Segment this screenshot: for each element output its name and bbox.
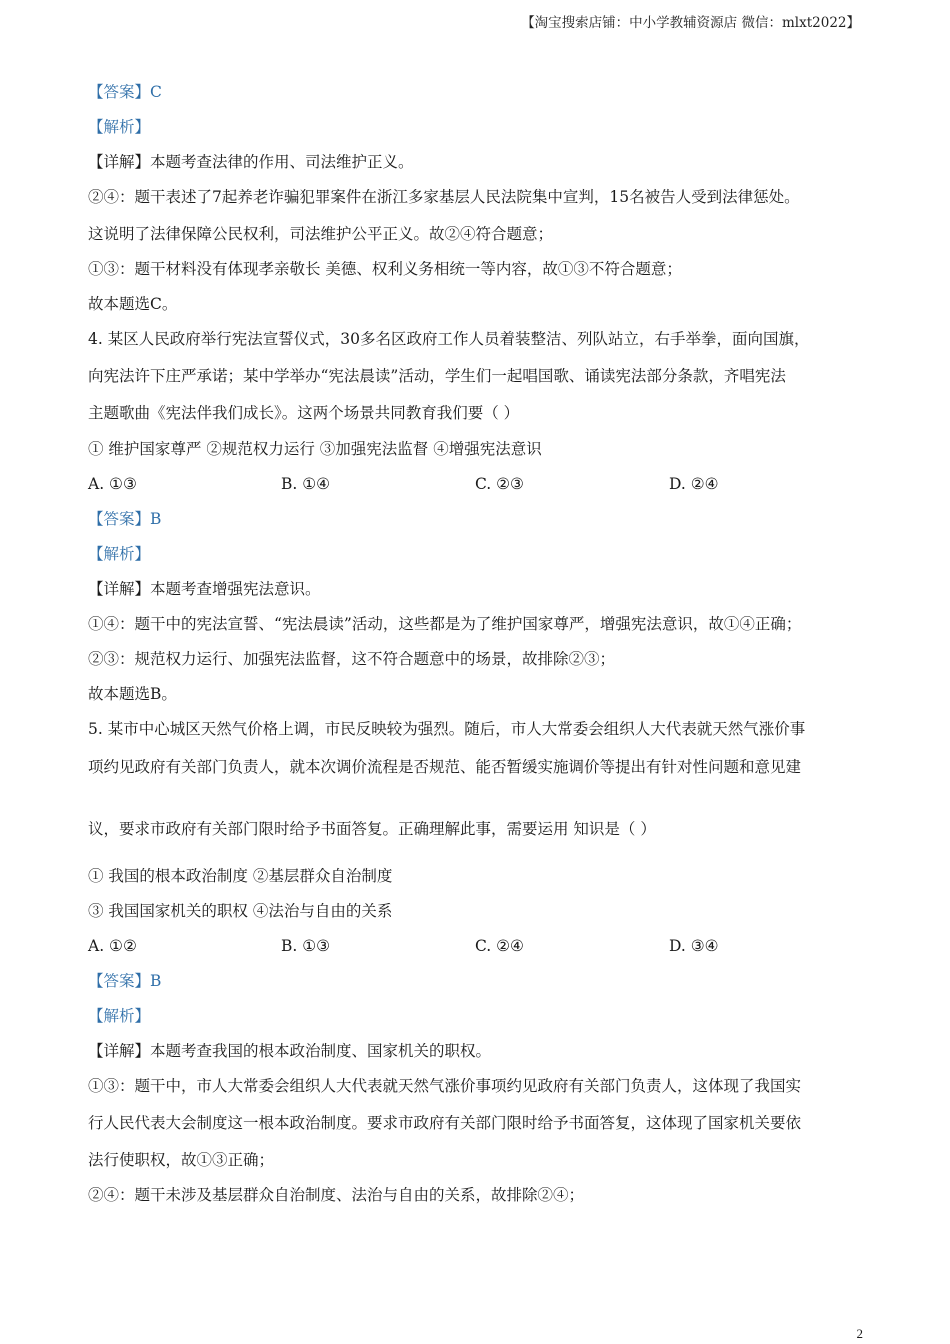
paragraph-line: 法行使职权，故①③正确； [88, 1151, 275, 1169]
page-header: 【淘宝搜索店铺：中小学教辅资源店 微信：mlxt2022】 [521, 15, 860, 31]
analysis-label: 【解析】 [88, 1007, 151, 1025]
question-items: ① 我国的根本政治制度 ②基层群众自治制度 [88, 867, 393, 885]
question-stem: 5. 某市中心城区天然气价格上调，市民反映较为强烈。随后，市人大常委会组织人大代表就天然气涨价事 [88, 720, 806, 738]
page-number: 2 [856, 1326, 863, 1341]
paragraph-line: ①④：题干中的宪法宣誓、“宪法晨读”活动，这些都是为了维护国家尊严，增强宪法意识，故①④正确； [88, 615, 802, 633]
option-row [88, 935, 788, 957]
option-a: A. ①② [88, 937, 137, 955]
paragraph-line: 行人民代表大会制度这一根本政治制度。要求市政府有关部门限时给予书面答复，这体现了国家机关要依 [88, 1114, 802, 1132]
paragraph-line: ①③：题干材料没有体现孝亲敬长 美德、权利义务相统一等内容，故①③不符合题意； [88, 260, 682, 278]
detail-text: 【详解】本题考查我国的根本政治制度、国家机关的职权。 [88, 1042, 492, 1060]
detail-text: 【详解】本题考查法律的作用、司法维护正义。 [88, 153, 414, 171]
question-stem: 4. 某区人民政府举行宪法宣誓仪式，30多名区政府工作人员着装整洁、列队站立，右手举拳，面向国旗， [88, 330, 810, 348]
question-stem: 向宪法许下庄严承诺；某中学举办“宪法晨读”活动，学生们一起唱国歌、诵读宪法部分条款，齐唱宪法 [88, 367, 786, 385]
paragraph-line: ②③：规范权力运行、加强宪法监督，这不符合题意中的场景，故排除②③； [88, 650, 616, 668]
paragraph-line: ①③：题干中，市人大常委会组织人大代表就天然气涨价事项约见政府有关部门负责人，这体现了我国实 [88, 1077, 802, 1095]
option-b: B. ①③ [281, 937, 331, 955]
option-b: B. ①④ [281, 475, 331, 493]
question-stem: 项约见政府有关部门负责人，就本次调价流程是否规范、能否暂缓实施调价等提出有针对性问题和意见建 [88, 758, 802, 776]
question-items: ① 维护国家尊严 ②规范权力运行 ③加强宪法监督 ④增强宪法意识 [88, 440, 542, 458]
analysis-label: 【解析】 [88, 118, 151, 136]
paragraph-line: ②④：题干未涉及基层群众自治制度、法治与自由的关系，故排除②④； [88, 1186, 585, 1204]
paragraph-line: 故本题选B。 [88, 685, 177, 703]
option-row [88, 473, 788, 495]
question-stem: 议，要求市政府有关部门限时给予书面答复。正确理解此事，需要运用 知识是（ ） [88, 820, 656, 838]
detail-text: 【详解】本题考查增强宪法意识。 [88, 580, 321, 598]
answer-label: 【答案】C [88, 83, 162, 101]
option-a: A. ①③ [88, 475, 137, 493]
option-d: D. ②④ [669, 475, 719, 493]
question-stem: 主题歌曲《宪法伴我们成长》。这两个场景共同教育我们要（ ） [88, 404, 520, 422]
answer-label: 【答案】B [88, 510, 162, 528]
option-c: C. ②③ [475, 475, 524, 493]
question-items: ③ 我国国家机关的职权 ④法治与自由的关系 [88, 902, 393, 920]
paragraph-line: 故本题选C。 [88, 295, 178, 313]
option-c: C. ②④ [475, 937, 524, 955]
analysis-label: 【解析】 [88, 545, 151, 563]
paragraph-line: ②④：题干表述了7起养老诈骗犯罪案件在浙江多家基层人民法院集中宣判，15名被告人受到法律惩处。 [88, 188, 800, 206]
answer-label: 【答案】B [88, 972, 162, 990]
paragraph-line: 这说明了法律保障公民权利，司法维护公平正义。故②④符合题意； [88, 225, 554, 243]
option-d: D. ③④ [669, 937, 719, 955]
